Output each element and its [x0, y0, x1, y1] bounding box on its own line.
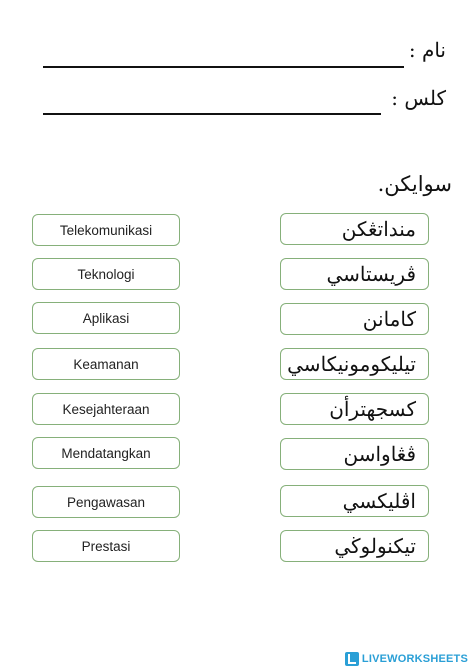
left-word-box[interactable]: [32, 348, 180, 380]
right-word-text: ڤريستاسي: [326, 262, 416, 286]
left-word-text: Kesejahteraan: [62, 401, 150, 417]
name-label: نام :: [408, 38, 446, 62]
left-word-box[interactable]: [32, 302, 180, 334]
left-word-text: Pengawasan: [66, 494, 146, 510]
right-word-box[interactable]: [280, 438, 429, 470]
class-label: كلس :: [391, 86, 446, 110]
right-word-text: منداتڠكن: [341, 217, 416, 241]
right-word-box[interactable]: [280, 258, 429, 290]
right-word-text: ڤڠاواسن: [343, 442, 416, 466]
right-word-box[interactable]: [280, 393, 429, 425]
left-word-box[interactable]: [32, 258, 180, 290]
liveworksheets-logo: [345, 650, 468, 668]
name-line[interactable]: [43, 66, 404, 68]
left-word-box[interactable]: [32, 393, 180, 425]
left-word-box[interactable]: [32, 530, 180, 562]
left-word-text: Telekomunikasi: [59, 222, 153, 238]
left-word-text: Keamanan: [73, 356, 139, 372]
brand-text: LIVEWORKSHEETS: [361, 653, 468, 665]
right-word-text: تيكنولوڬي: [334, 534, 416, 558]
class-line[interactable]: [43, 113, 381, 115]
left-word-text: Teknologi: [77, 266, 135, 282]
liveworksheets-icon: [345, 652, 359, 666]
right-word-box[interactable]: [280, 485, 429, 517]
left-word-text: Aplikasi: [82, 310, 130, 326]
instruction-text: سوايكن.: [377, 172, 452, 196]
left-word-text: Prestasi: [81, 538, 131, 554]
left-word-text: Mendatangkan: [61, 445, 151, 461]
left-word-box[interactable]: [32, 486, 180, 518]
right-word-box[interactable]: [280, 530, 429, 562]
right-word-text: كسجهترأن: [329, 397, 416, 421]
right-word-text: اڤليكسي: [342, 489, 416, 513]
right-word-box[interactable]: [280, 303, 429, 335]
right-word-text: كامانن: [362, 307, 416, 331]
right-word-text: تيليكومونيكاسي: [287, 352, 416, 376]
right-word-box[interactable]: [280, 348, 429, 380]
left-word-box[interactable]: [32, 437, 180, 469]
right-word-box[interactable]: [280, 213, 429, 245]
left-word-box[interactable]: [32, 214, 180, 246]
